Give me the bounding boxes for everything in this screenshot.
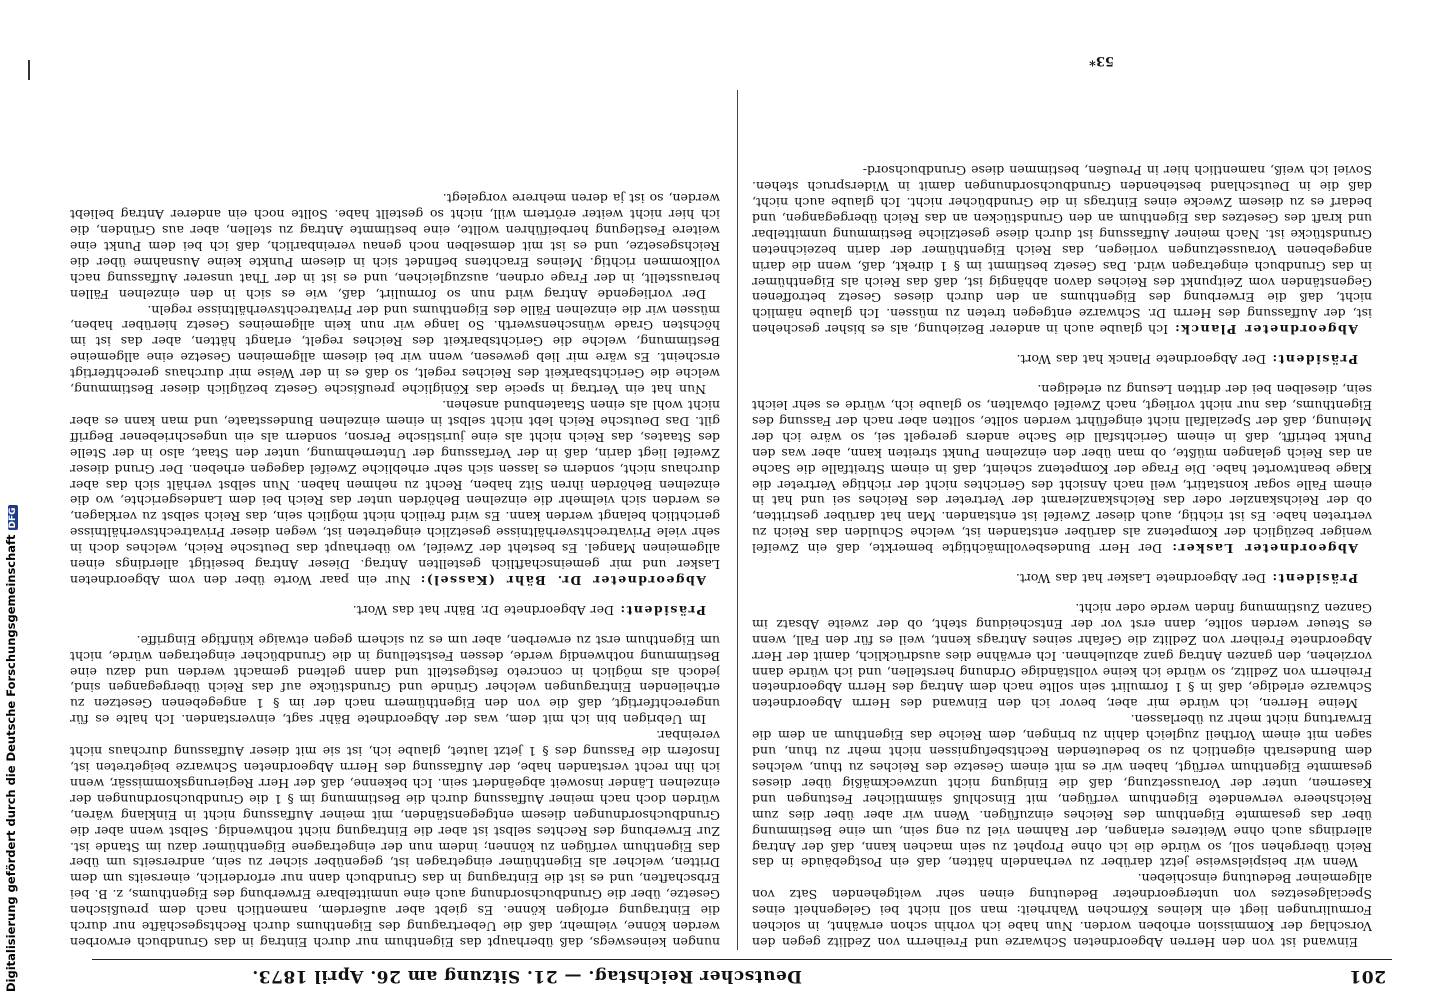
column-divider bbox=[737, 90, 738, 950]
credit-text: Digitalisierung gefördert durch die Deutsche Forschungsgemeinschaft bbox=[4, 534, 18, 992]
speaker-label: Abgeordneter Lasker: bbox=[1170, 541, 1358, 557]
paragraph-text: Wenn wir beispielsweise jetzt darüber zu verhandeln hätten, daß ein Postgebäude in das Reich übergehen soll, so würde die ich ohne Prophet zu sein machen kann, daß der Antrag allerdings auch ohne Weiteres erlangen, der Rahmen viel zu eng sein, um eine Bestimmung über das gesammte Eigenthum des Reiches einzufügen. Wenn wir aber über dies zum Reichsheere verwendete Eigenthum verfügen, mit Einschluß sämmtlicher Festungen und Kasernen, unter der Voraussetzung, daß die Einigung nicht unzweckmäßig über dieses gesammte Eigenthum verfügt, haben wir es mit einem Gesetze des Reiches zu thun, welches dem Bundesrath eigentlich zu so bedeutenden Rechtsbefugnissen nicht mehr zu thun, und sagen mit einem Vortheil zugleich dahin zu bringen, dem Reiche das Eigenthum an dem die Erwartung nicht mehr zu überlassen. bbox=[752, 712, 1372, 871]
page-header bbox=[92, 959, 1392, 988]
speaker-text: Der Abgeordnete Dr. Bähr hat das Wort. bbox=[352, 602, 614, 618]
paragraph bbox=[70, 190, 720, 301]
digitisation-credit bbox=[4, 505, 18, 992]
speaker-text: Der Abgeordnete Lasker hat das Wort. bbox=[1015, 571, 1266, 587]
paragraph bbox=[70, 632, 720, 727]
paragraph-text: Ich glaube auch in anderer Beziehung, als es bisher geschehen ist, der Auffassung des Herrn Dr. Schwarze entgegen treten zu müssen. Ich glaube nämlich nicht, daß die Erwerbung des Eigenthums an den durch dieses Gesetz betroffenen Gegenständen vom Zeitpunkt des Reiches davon abhängig ist, daß das Reich als Eigenthümer in das Grundbuch eingetragen wird. Das Gesetz bestimmt im § 1 direkt, daß, wenn die darin angegebenen Voraussetzungen vorliegen, das Reich Eigenthümer der darin bezeichneten Grundstücke ist. Nach meiner Auffassung ist durch diese gesetzliche Bestimmung unmittelbar und kraft des Gesetzes das Eigenthum an den Grundstücken an das Reich übergegangen, und bedarf es zu diesem Zwecke eines Eintrags in die Grundbücher nicht. Ich glaube auch nicht, daß die in Deutschland bestehenden Grundbuchsordnungen damit in Widerspruch stehen. Soviel ich weiß, namentlich hier in Preußen, bestimmen diese Grundbuchsord- bbox=[752, 163, 1372, 338]
speaker-line bbox=[752, 351, 1372, 367]
paragraph-text: Nun hat ein Vertrag in specie das Königliche preußische Gesetz bezüglich dieser Bestimmung, welche die Gerichtsbarkeit des Reiches regelt, so daß es in der Weise mir durchaus gerechtfertigt erscheint. Es wäre mir lieb gewesen, wenn wir bei diesem allgemeinen Gesetze eine allgemeine Bestimmung, welche die Gerichtsbarkeit des Reiches regelt, erlangt hätten, aber das ist im höchsten Grade wünschenswerth. So lange wir nun kein allgemeines Gesetz hierüber haben, müssen wir die einzelnen Fälle des Eigenthums und der Privatrechtsverhältnisse regeln. bbox=[70, 302, 720, 398]
speaker-label: Abgeordneter Planck: bbox=[1173, 322, 1358, 338]
paragraph bbox=[70, 397, 720, 588]
paragraph bbox=[752, 381, 1372, 556]
margin-mark bbox=[28, 60, 30, 80]
paragraph-text: Einwand ist von den Herren Abgeordneten Schwarze und Freiherrn von Zedlitz gegen den Vorschlag der Kommission erhoben worden. Nun habe ich vorhin schon erwähnt, in solchen Formulirungen liegt ein kleines Körnchen Wahrheit: man soll nicht bei Gelegenheit eines Specialgesetzes von untergeordneter Bedeutung einen sehr weitgehenden Satz von allgemeiner Bedeutung einschieben. bbox=[752, 871, 1372, 950]
speaker-line bbox=[70, 602, 720, 618]
speaker-label: Präsident: bbox=[1270, 571, 1358, 587]
paragraph-text: Der Herr Bundesbevollmächtigte bemerkte, daß ein Zweifel weniger bezüglich der Kompetenz als darüber entstanden ist, welche Schulden das Reich zu vertreten habe. Es ist richtig, auch dieser Zweifel ist entstanden. Man hat darüber gestritten, ob der Reichskanzler oder das Reichskanzleramt der Vertreter des Reiches sei und hat in einem Falle sogar konstatirt, weil nach Ansicht des Gerichtes nicht der richtige Vertreter die Klage beantwortet habe. Die Frage der Kompetenz scheint, daß in einem Streitfalle die Sache an das Reich gelangen müßte, ob man über den einzelnen Punkt streiten kann, aber was den Punkt betrifft, daß in einem Gerichtsfall die Sache anders geregelt sei, so wäre ich der Meinung, daß der Spezialfall nicht eingeführt werden sollte, sollten aber nach der Fassung des Eigenthums, das nur nicht vorliegt, nach Zweifel obwalten, so glaube ich, würde es sehr leicht sein, dieselben bei der dritten Lesung zu erledigen. bbox=[752, 382, 1372, 557]
page-number: 201 bbox=[1349, 966, 1386, 986]
speaker-line bbox=[752, 570, 1372, 586]
paragraph bbox=[752, 600, 1372, 711]
running-title: Deutscher Reichstag. — 21. Sitzung am 26. April 1873. bbox=[251, 966, 802, 986]
paragraph-text: Der vorliegende Antrag wird nun so formulirt, daß, wie es sich in den einzelnen Fällen herausstellt, in der Frage ordnen, auszugleichen, und es ist in der That unserer Auffassung nach vollkommen richtig. Meines Erachtens befindet sich in diesem Punkte keine Ausnahme über die Reichsgesetze, und es ist mit demselben noch genau vereinbarlich, daß ich bei dem Punkt eine weitere Festlegung herbeiführen wollte, eine bestimmte Antrag zu stellen, aber aus Gründen, die ich hier nicht weiter erörtern will, nicht so gestellt habe. Sollte noch ein anderer Antrag beliebt werden, so ist ja deren mehrere vorgelegt. bbox=[70, 191, 720, 302]
paragraph bbox=[752, 870, 1372, 950]
signature-mark: 53* bbox=[1089, 53, 1114, 68]
paragraph bbox=[752, 711, 1372, 870]
paragraph bbox=[752, 162, 1372, 337]
paragraph-text: Nur ein paar Worte über den vom Abgeordneten Lasker und mir gemeinschaftlich gestellten Antrag. Dieser Antrag beseitigt allerdings einen allgemeinen Mangel. Es besteht der Zweifel, wo überhaupt das Deutsche Reich, welches doch in sehr viele Privatrechtsverhältnisse gesetzlich eingetreten ist, wegen dieser Privatrechtsverhältnisse gerichtlich belangt werden kann. Es wird freilich nicht möglich sein, das Reich selbst zu verklagen, es werden sich vielmehr die einzelnen Behörden unter das Reich bei dem Landesgerichte, wo die einzelnen Behörden ihren Sitz haben, Recht zu nehmen haben. Nun selbst verhält sich das aber durchaus nicht, sondern es lassen sich sehr erhebliche Zweifel dagegen erheben. Der Grund dieser Zweifel liegt darin, daß in der Verfassung der Unternehmung, unter den Staat, also in der Stelle des Staates, das Reich nicht als eine juristische Person, sondern als ein ungeschriebener Begriff gilt. Das Deutsche Reich lebt nicht selbst in einem einzelnen Bundesstaate, und man kann es aber nicht wohl als einen Staatenbund ansehen. bbox=[70, 398, 720, 588]
left-column bbox=[752, 90, 1372, 950]
speaker-label: Abgeordneter Dr. Bähr (Kassel): bbox=[419, 572, 706, 588]
right-column bbox=[70, 90, 720, 950]
paragraph bbox=[70, 727, 720, 950]
speaker-text: Der Abgeordnete Planck hat das Wort. bbox=[1016, 352, 1266, 368]
speaker-label: Präsident: bbox=[1270, 352, 1358, 368]
paragraph-text: nungen keineswegs, daß überhaupt das Eigenthum nur durch Eintrag in das Grundbuch erworben werden könne, vielmehr, daß die Uebertragung des Eigenthums durch Rechtsgeschäfte nur durch die Eintragung erfolgen könne. Es giebt aber außerdem, namentlich nach dem preußischen Gesetze, über die Grundbuchsordnung auch eine unmittelbare Erwerbung des Eigenthums, z. B. bei Erbschaften, und es ist die Eintragung in das Grundbuch dann nur erforderlich, einerseits um dem Dritten, welcher als Eigenthümer eingetragen ist, gegenüber sicher zu sein, andrerseits um über das Eigenthum verfügen zu können; indem nun der eingetragene Eigenthümer dazu im Stande ist. Zur Erwerbung des Rechtes selbst ist aber die Eintragung nicht nothwendig. Selbst wenn aber die Grundbuchsordnungen diesem entgegenständen, mit meiner Auffassung nicht in Einklang wären, würden doch nach meiner Auffassung durch die Bestimmung im § 1 die Grundbuchsordnungen der einzelnen Länder insoweit abgeändert sein. Ich bekenne, daß der Herr Regierungskommissär, wenn ich ihn recht verstanden habe, der Auffassung des Herrn Abgeordneten Schwarze beigetreten ist, Insofern die Fassung des § 1 jetzt lautet, glaube ich, ist sie mit dieser Auffassung durchaus nicht vereinbar. bbox=[70, 728, 720, 950]
speaker-label: Präsident: bbox=[618, 602, 706, 618]
paragraph-text: Im Uebrigen bin ich mit dem, was der Abgeordnete Bähr sagt, einverstanden. Ich halte es für ungerechtfertigt, daß die von den Eigenthümern nach der im § 1 angegebenen Gesetzen zu ertheilenden Eintragungen welcher Gründe und Grundstücke auf das Reich übergegangen sind, jedoch als möglich in concreto festgestellt und dann geltend gemacht werden und dazu eine Bestimmung nothwendig werde, dessen Feststellung in die Grundbücher eingetragen würde, nicht um Eigenthum erst zu erwerben, aber um es zu sichern gegen etwaige künftige Eingriffe. bbox=[70, 632, 720, 728]
dfg-logo: DFG bbox=[8, 507, 18, 529]
paragraph bbox=[70, 302, 720, 397]
paragraph-text: Meine Herren, ich würde mir aber, bevor ich den Einwand des Herrn Abgeordneten Schwarze erledige, daß in § 1 formulirt sein sollte nach dem Antrag des Herrn Abgeordneten Freiherrn von Zedlitz, so würde ich keine vollständige Ordnung herstellen, und ich würde dann vorziehen, den ganzen Antrag ganz abzulehnen. Ich erwähne dies ausdrücklich, damit der Herr Abgeordnete Freiherr von Zedlitz die Gefahr seines Antrags kennt, weil es für den Fall, wenn es Steuer werden sollte, dann erst vor der Entscheidung steht, ob der zweite Absatz im Ganzen Zustimmung finden werde oder nicht. bbox=[752, 600, 1372, 712]
